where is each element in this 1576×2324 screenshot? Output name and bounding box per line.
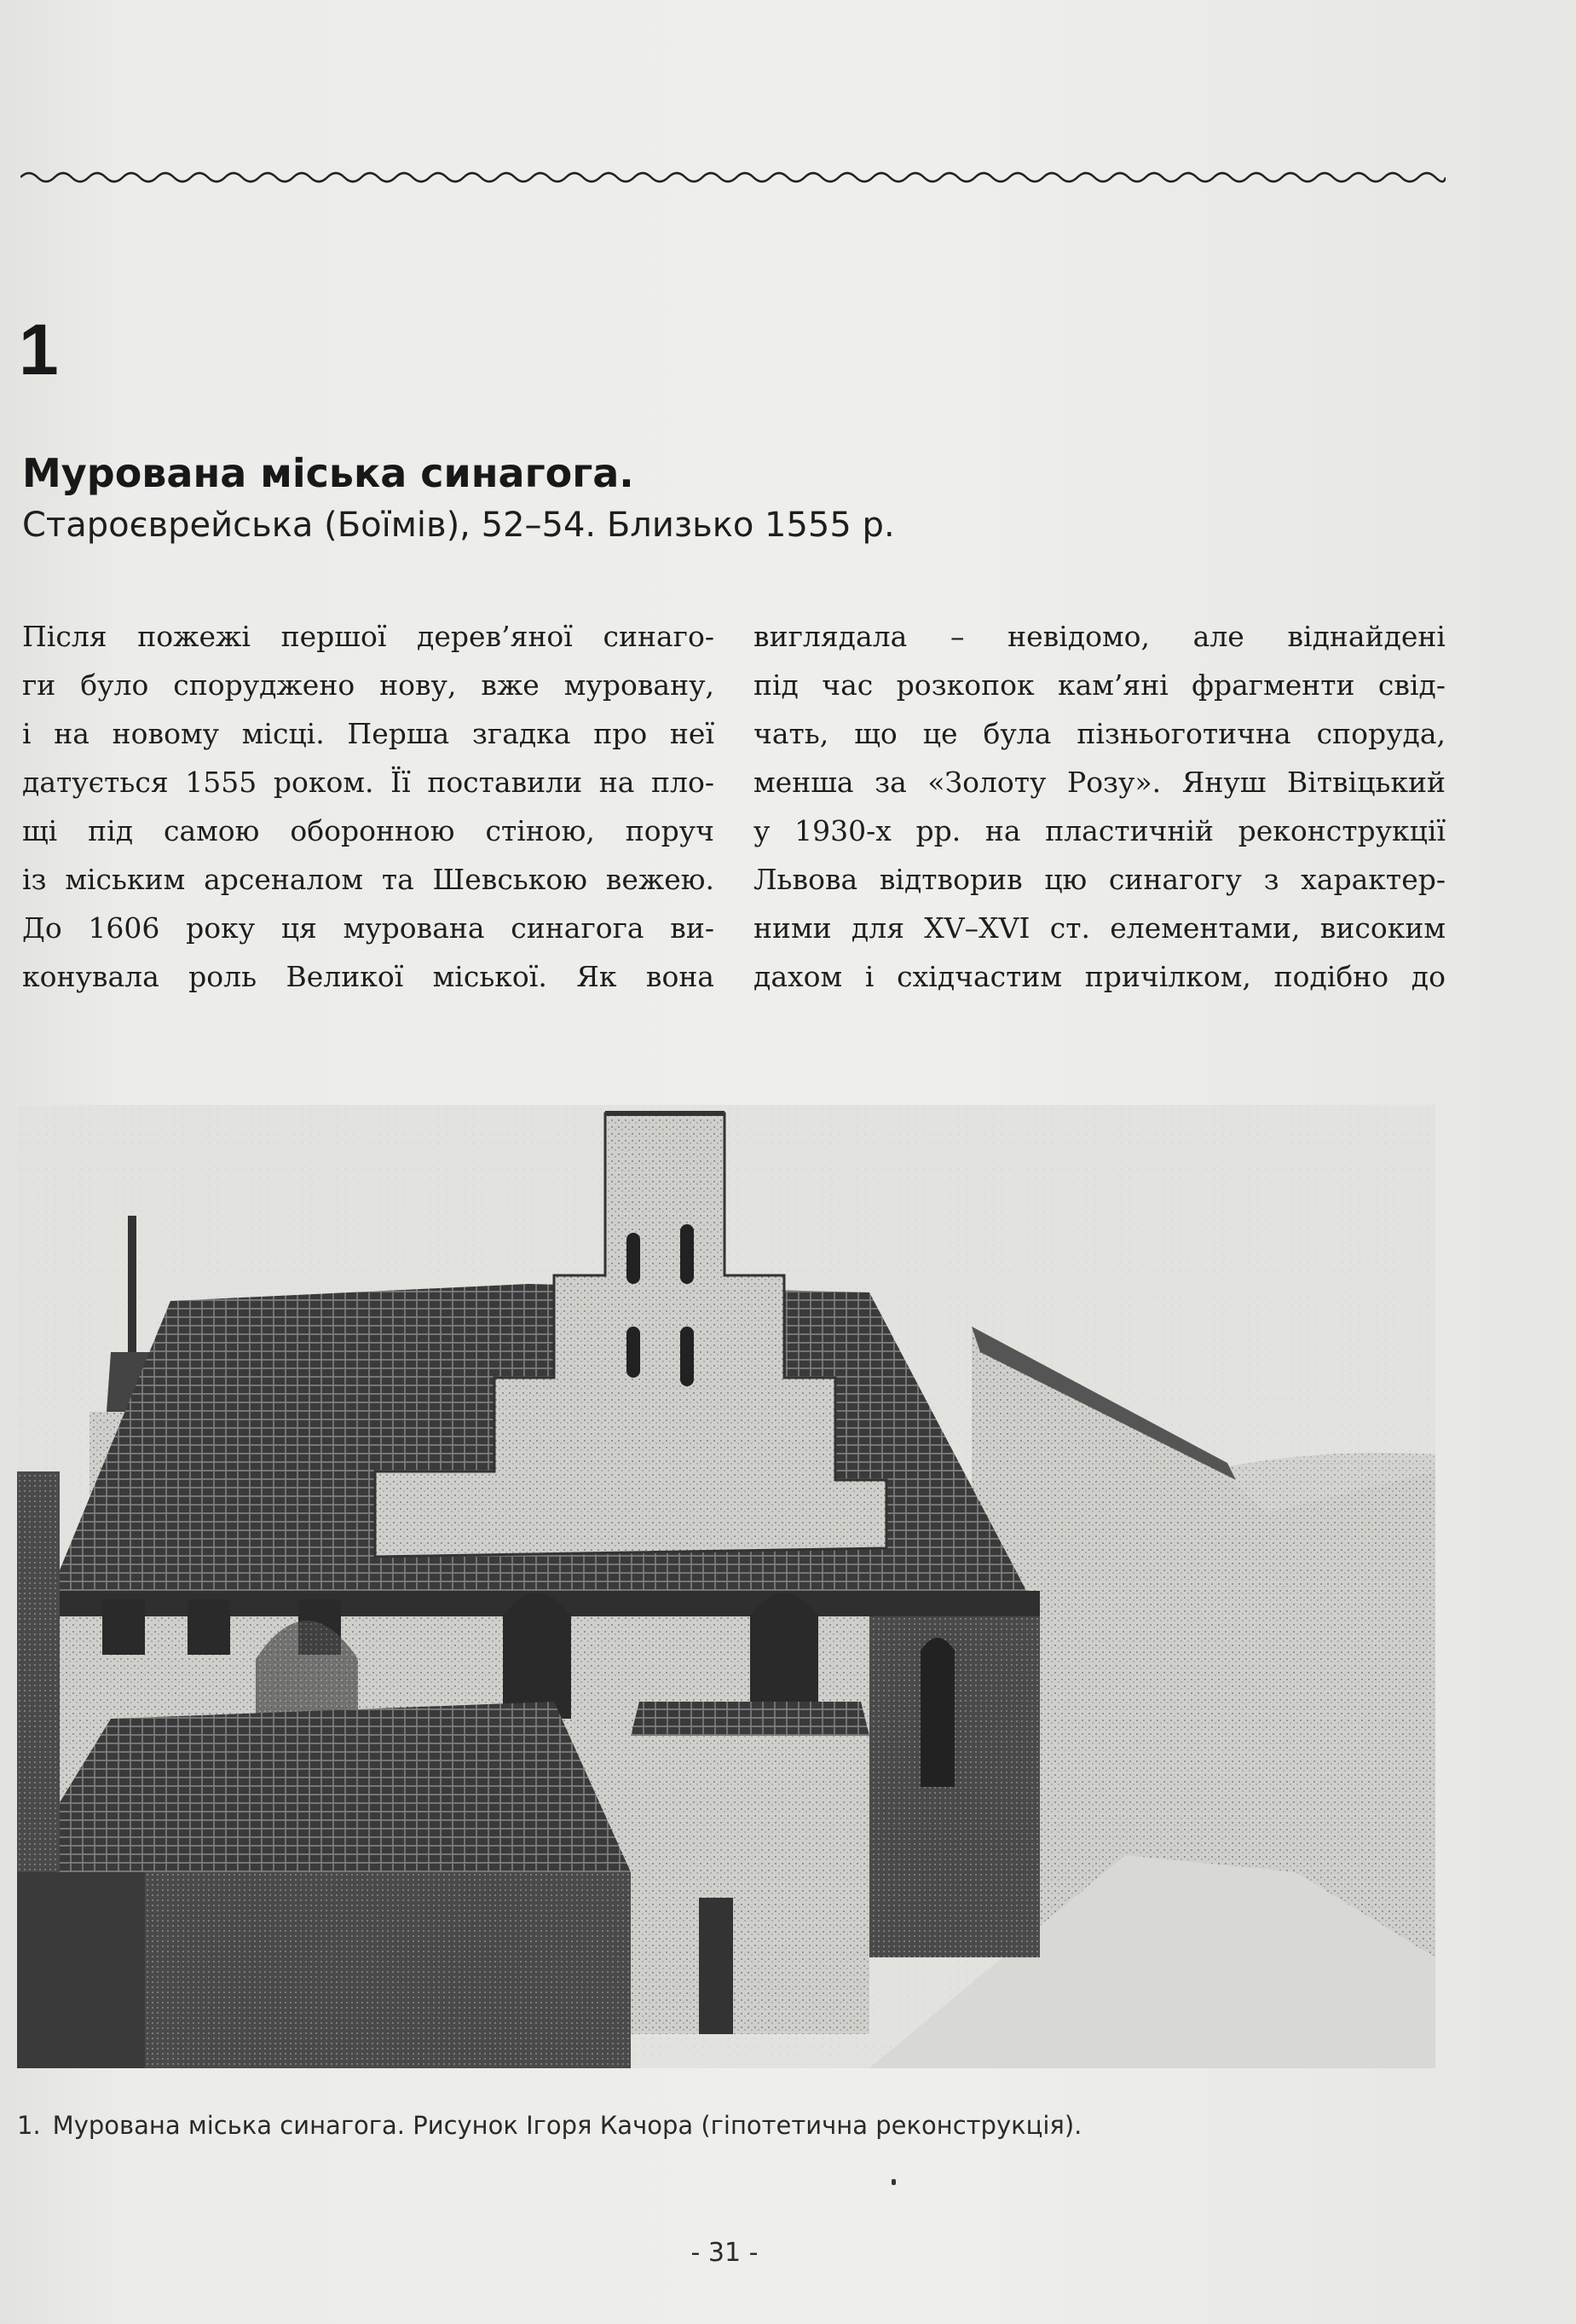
- body-line: Після пожежі першої дерев’яної синаго-: [22, 620, 714, 653]
- body-line: під час розкопок кам’яні фрагменти свід-: [753, 668, 1446, 702]
- section-title: Мурована міська синагога.: [22, 450, 634, 496]
- body-line: щі під самою оборонною стіною, поруч: [22, 814, 714, 847]
- figure-caption-text: Мурована міська синагога. Рисунок Ігоря Качора (гіпотетична реконструкція).: [52, 2111, 1082, 2140]
- body-line: ги було споруджено нову, вже муровану,: [22, 668, 714, 702]
- ink-speck: [892, 2179, 896, 2185]
- body-line: чать, що це була пізньоготична споруда,: [753, 717, 1446, 750]
- section-number: 1: [19, 309, 59, 390]
- body-line: у 1930-х рр. на пластичній реконструкції: [753, 814, 1446, 847]
- figure-number: 1.: [17, 2111, 41, 2140]
- body-line: ними для XV–XVI ст. елементами, високим: [753, 911, 1446, 945]
- body-column-right: [753, 612, 1446, 1001]
- body-line: Львова відтворив цю синагогу з характер-: [753, 863, 1446, 896]
- body-line: із міським арсеналом та Шевською вежею.: [22, 863, 714, 896]
- body-line: менша за «Золоту Розу». Януш Вітвіцький: [753, 766, 1446, 799]
- page-number: - 31 -: [690, 2238, 759, 2268]
- section-subtitle: Староєврейська (Боїмів), 52–54. Близько 1555 р.: [22, 506, 895, 545]
- body-line: дахом і східчастим причілком, подібно до: [753, 960, 1446, 993]
- body-line: До 1606 року ця мурована синагога ви-: [22, 911, 714, 945]
- figure-caption: [17, 2111, 1466, 2140]
- body-line: конувала роль Великої міської. Як вона: [22, 960, 714, 993]
- body-column-left: [22, 612, 714, 1001]
- synagogue-illustration: [17, 1105, 1435, 2068]
- body-line: датується 1555 роком. Її поставили на пло-: [22, 766, 714, 799]
- body-line: і на новому місці. Перша згадка про неї: [22, 717, 714, 750]
- body-line: виглядала – невідомо, але віднайдені: [753, 620, 1446, 653]
- wavy-divider: [20, 167, 1446, 188]
